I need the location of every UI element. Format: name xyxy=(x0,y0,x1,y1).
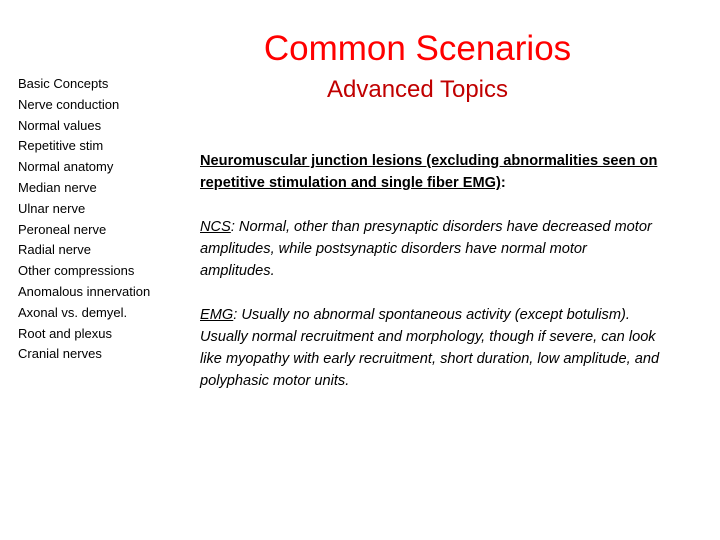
sidebar-item-radial-nerve[interactable]: Radial nerve xyxy=(18,242,91,258)
slide-subtitle: Advanced Topics xyxy=(326,76,508,103)
sidebar-item-axonal-vs-demyel[interactable]: Axonal vs. demyel. xyxy=(18,304,128,320)
ncs-label: NCS xyxy=(200,219,231,235)
emg-label: EMG xyxy=(200,307,234,323)
nmj-heading-suffix: : xyxy=(500,175,506,191)
sidebar-item-ulnar-nerve[interactable]: Ulnar nerve xyxy=(18,200,86,216)
sidebar-item-normal-anatomy[interactable]: Normal anatomy xyxy=(18,159,114,175)
sidebar-item-cranial-nerves[interactable]: Cranial nerves xyxy=(18,346,102,362)
emg-paragraph xyxy=(200,304,660,392)
emg-text: : Usually no abnormal spontaneous activity (except botulism). Usually normal recruitment and morphology, though if severe, can look like myopathy with early recruitment, short duration, low amplitude, and polyphasic motor units. xyxy=(200,307,660,389)
nmj-heading xyxy=(200,150,660,194)
nmj-heading-text: Neuromuscular junction lesions (excluding abnormalities seen on repetitive stimulation and single fiber EMG) xyxy=(200,153,658,191)
sidebar-item-anomalous-innervation[interactable]: Anomalous innervation xyxy=(18,283,151,299)
ncs-text: : Normal, other than presynaptic disorders have decreased motor amplitudes, while postsynaptic disorders have normal motor amplitudes. xyxy=(200,219,652,279)
sidebar-item-peroneal-nerve[interactable]: Peroneal nerve xyxy=(18,221,107,237)
sidebar-item-root-and-plexus[interactable]: Root and plexus xyxy=(18,325,112,341)
slide-title: Common Scenarios xyxy=(263,29,572,68)
sidebar-item-nerve-conduction[interactable]: Nerve conduction xyxy=(18,96,120,112)
sidebar-item-normal-values[interactable]: Normal values xyxy=(18,117,102,133)
ncs-paragraph xyxy=(200,216,660,282)
sidebar-item-median-nerve[interactable]: Median nerve xyxy=(18,179,97,195)
slide-content xyxy=(200,150,660,414)
sidebar-item-repetitive-stim[interactable]: Repetitive stim xyxy=(18,138,104,154)
sidebar-item-basic-concepts[interactable]: Basic Concepts xyxy=(18,76,109,91)
topic-sidebar xyxy=(18,74,188,365)
sidebar-item-other-compressions[interactable]: Other compressions xyxy=(18,263,135,279)
